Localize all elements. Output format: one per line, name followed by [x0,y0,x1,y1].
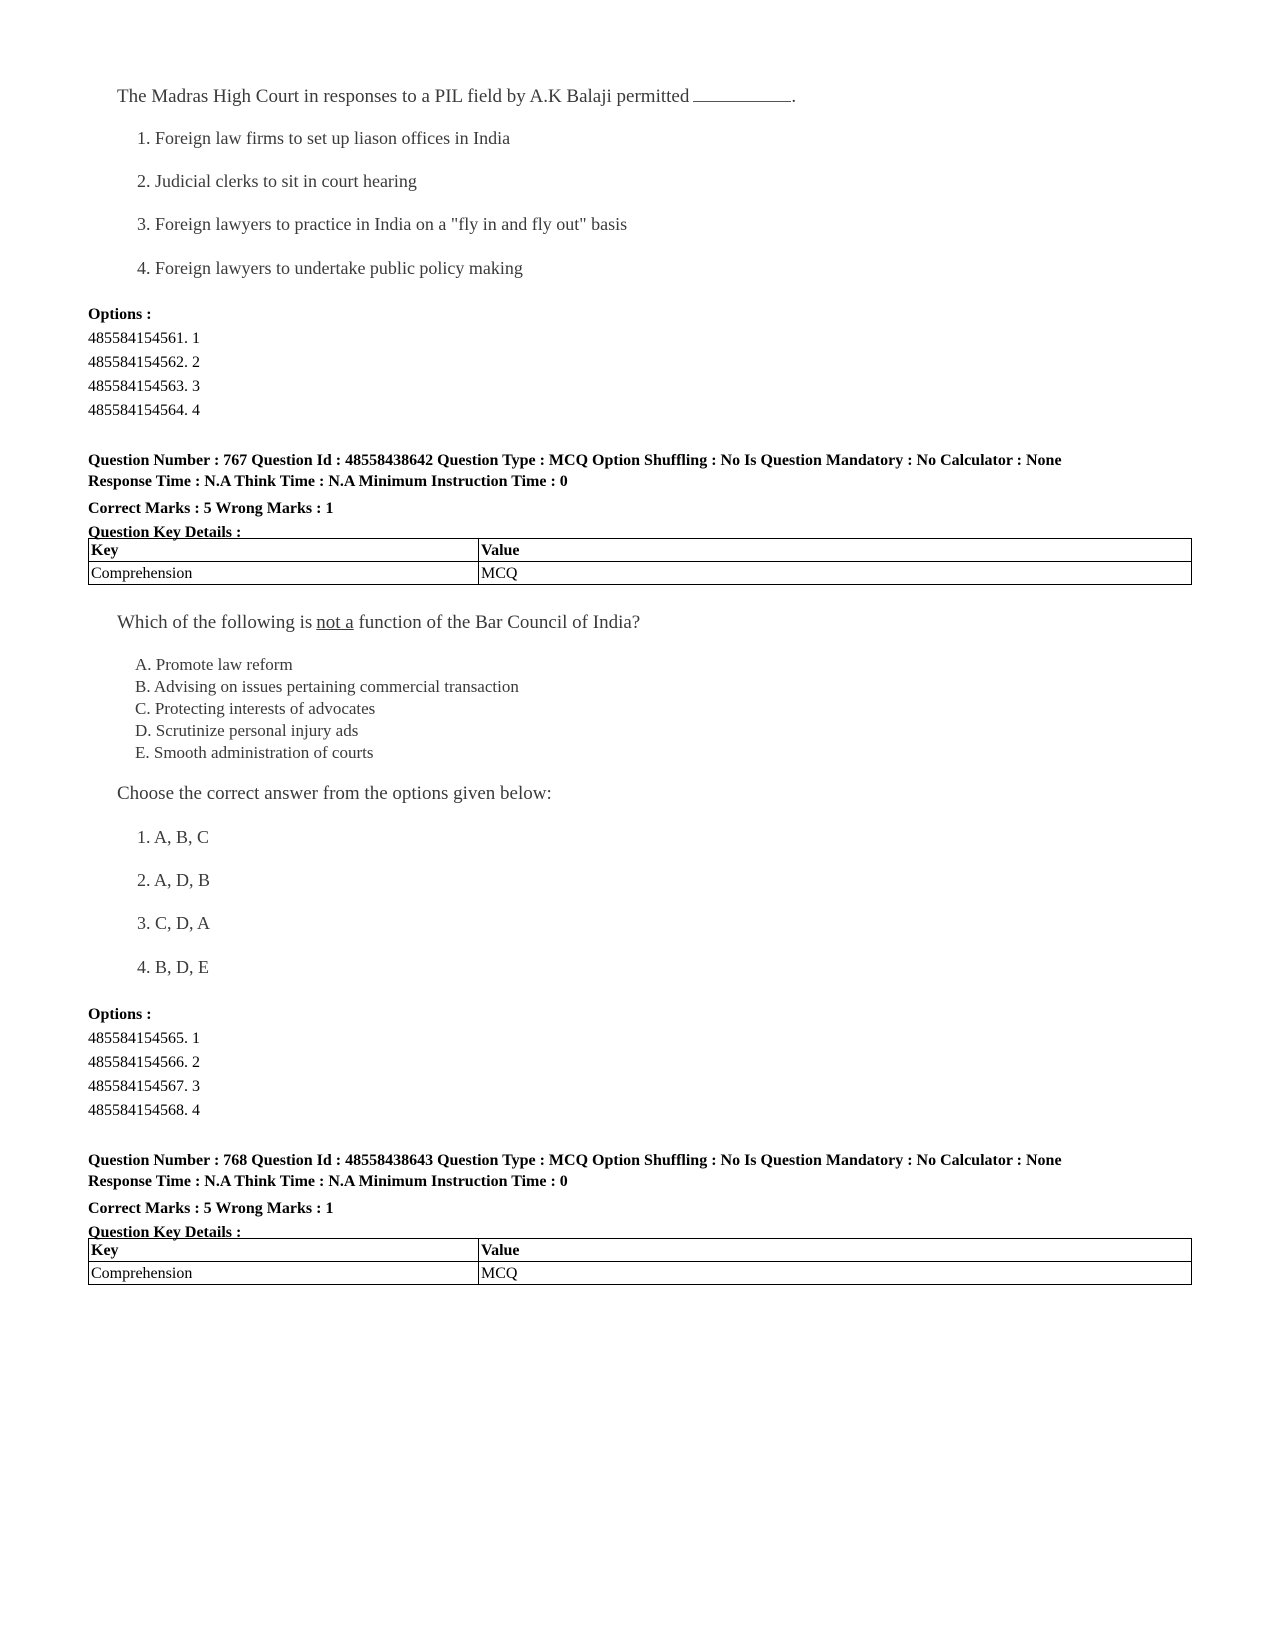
choice-3: 3. Foreign lawyers to practice in India on a "fly in and fly out" basis [137,214,628,234]
options-label: Options : [88,1006,152,1023]
table-header-row [89,539,1192,562]
statement-b: B. Advising on issues pertaining commercial transaction [135,677,519,696]
choice-4: 4. Foreign lawyers to undertake public policy making [137,258,523,278]
table-header-key: Key [89,1239,479,1262]
statement-a: A. Promote law reform [135,655,293,674]
question-meta-768 [88,1150,1198,1243]
question-stem-text: The Madras High Court in responses to a PIL field by A.K Balaji permitted [117,86,690,107]
table-header-value: Value [479,1239,1192,1262]
choice-4: 4. B, D, E [137,957,209,977]
statement-c: C. Protecting interests of advocates [135,699,376,718]
options-list-767 [88,1003,200,1123]
table-cell-key: Comprehension [89,562,479,585]
statement-e: E. Smooth administration of courts [135,743,374,762]
table-row [89,562,1192,585]
question-marks: Correct Marks : 5 Wrong Marks : 1 [88,500,334,517]
table-header-key: Key [89,539,479,562]
choice-2: 2. Judicial clerks to sit in court hearing [137,171,417,191]
question-meta-line2: Response Time : N.A Think Time : N.A Minimum Instruction Time : 0 [88,473,568,490]
question-stem-text: Which of the following is [117,612,313,633]
question-key-details-label: Question Key Details : [88,524,242,541]
stem-end: . [791,86,797,107]
question-stem [117,612,640,634]
table-row [89,1262,1192,1285]
choice-3: 3. C, D, A [137,913,211,933]
question-key-table-768 [88,1238,1192,1285]
question-stem-text-end: function of the Bar Council of India? [353,612,641,633]
instruction-text: Choose the correct answer from the options given below: [117,783,552,804]
stem-emphasis: not a [316,612,354,633]
option-item: 485584154567. 3 [88,1078,200,1095]
statement-d: D. Scrutinize personal injury ads [135,721,359,740]
options-label: Options : [88,306,152,323]
table-cell-value: MCQ [479,562,1192,585]
option-item: 485584154561. 1 [88,330,200,347]
table-cell-key: Comprehension [89,1262,479,1285]
choice-1: 1. Foreign law firms to set up liason offices in India [137,128,511,148]
table-header-value: Value [479,539,1192,562]
option-item: 485584154565. 1 [88,1030,200,1047]
question-marks: Correct Marks : 5 Wrong Marks : 1 [88,1200,334,1217]
choice-2: 2. A, D, B [137,870,211,890]
option-item: 485584154562. 2 [88,354,200,371]
choice-1: 1. A, B, C [137,827,210,847]
question-key-table-767 [88,538,1192,585]
option-item: 485584154568. 4 [88,1102,200,1119]
question-meta-767 [88,450,1198,543]
option-item: 485584154566. 2 [88,1054,200,1071]
question-meta-line1: Question Number : 768 Question Id : 48558438643 Question Type : MCQ Option Shuffling : No Is Question Mandatory : No Calculator : None [88,1152,1062,1169]
question-key-details-label: Question Key Details : [88,1224,242,1241]
option-item: 485584154563. 3 [88,378,200,395]
question-meta-line1: Question Number : 767 Question Id : 48558438642 Question Type : MCQ Option Shuffling : No Is Question Mandatory : No Calculator : None [88,452,1062,469]
table-header-row [89,1239,1192,1262]
answer-blank [693,85,791,102]
option-item: 485584154564. 4 [88,402,200,419]
options-list-766 [88,303,200,423]
question-stem [117,85,796,108]
question-meta-line2: Response Time : N.A Think Time : N.A Minimum Instruction Time : 0 [88,1173,568,1190]
table-cell-value: MCQ [479,1262,1192,1285]
